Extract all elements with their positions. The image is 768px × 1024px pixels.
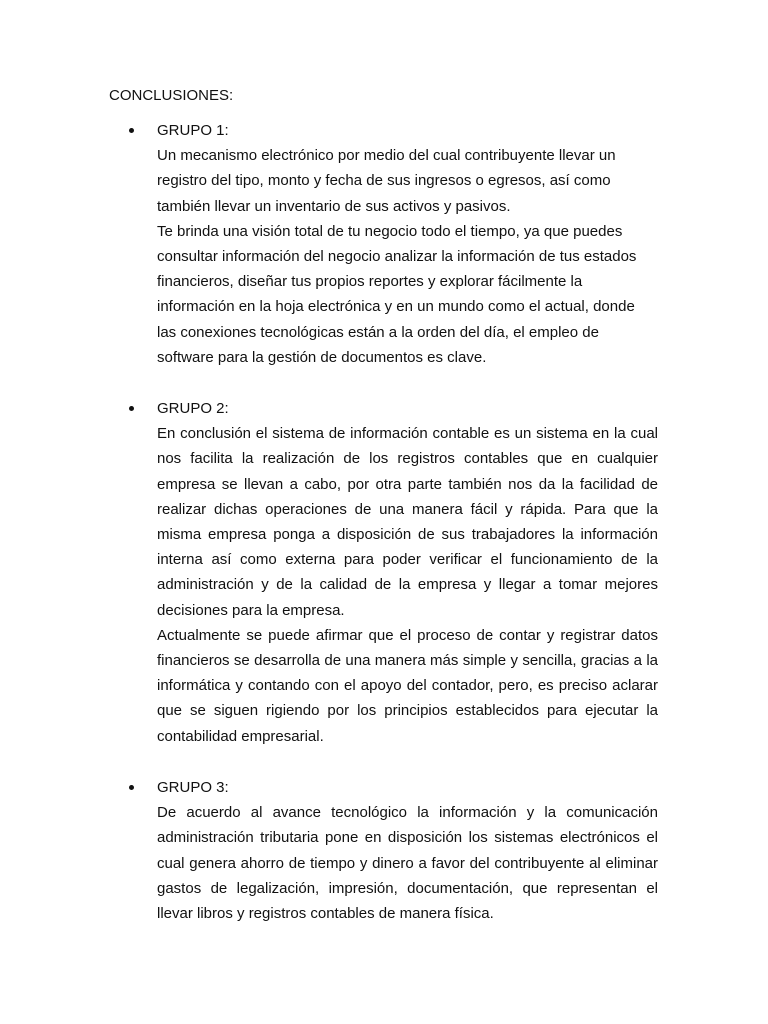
group-3-section [157, 775, 658, 926]
group-2-paragraph-2: Actualmente se puede afirmar que el proceso de contar y registrar datos financieros se desarrolla de una manera más simple y sencilla, gracias a la informática y contando con el apoyo del contador, pero, es preciso aclarar que se siguen rigiendo por los principios establecidos para ejecutar la contabilidad empresarial. [157, 626, 658, 745]
group-1-section [157, 118, 658, 370]
bullet-icon [129, 785, 134, 790]
group-3-title [157, 775, 658, 800]
group-3-title-text: GRUPO 3: [157, 779, 229, 796]
group-2-paragraph-1: En conclusión el sistema de información contable es un sistema en la cual nos facilita la realización de los registros contables que en cualquier empresa se llevan a cabo, por otra parte también nos da la facilidad de realizar dichas operaciones de una manera fácil y rápida. Para que la misma empresa ponga a disposición de sus trabajadores la información interna así como externa para poder verificar el funcionamiento de la administración y de la calidad de la empresa y llegar a tomar mejores decisiones para la empresa. [157, 425, 658, 619]
group-1-title [157, 118, 658, 143]
bullet-icon [129, 406, 134, 411]
group-1-paragraph-2: Te brinda una visión total de tu negocio todo el tiempo, ya que puedes consultar información del negocio analizar la información de tus estados financieros, diseñar tus propios reportes y explorar fácilmente la información en la hoja electrónica y en un mundo como el actual, donde las conexiones tecnológicas están a la orden del día, el empleo de software para la gestión de documentos es clave. [157, 222, 637, 366]
group-3-paragraph-1: De acuerdo al avance tecnológico la información y la comunicación administración tributaria pone en disposición los sistemas electrónicos el cual genera ahorro de tiempo y dinero a favor del contribuyente al eliminar gastos de legalización, impresión, documentación, que representan el llevar libros y registros contables de manera física. [157, 804, 658, 923]
document-heading: CONCLUSIONES: [109, 87, 234, 104]
bullet-icon [129, 128, 134, 133]
group-1-paragraph-1: Un mecanismo electrónico por medio del cual contribuyente llevar un registro del tipo, monto y fecha de sus ingresos o egresos, así como también llevar un inventario de sus activos y pasivos. [157, 147, 616, 215]
group-2-title-text: GRUPO 2: [157, 400, 229, 417]
group-1-title-text: GRUPO 1: [157, 122, 229, 139]
group-2-title [157, 396, 658, 421]
group-2-section [157, 396, 658, 749]
